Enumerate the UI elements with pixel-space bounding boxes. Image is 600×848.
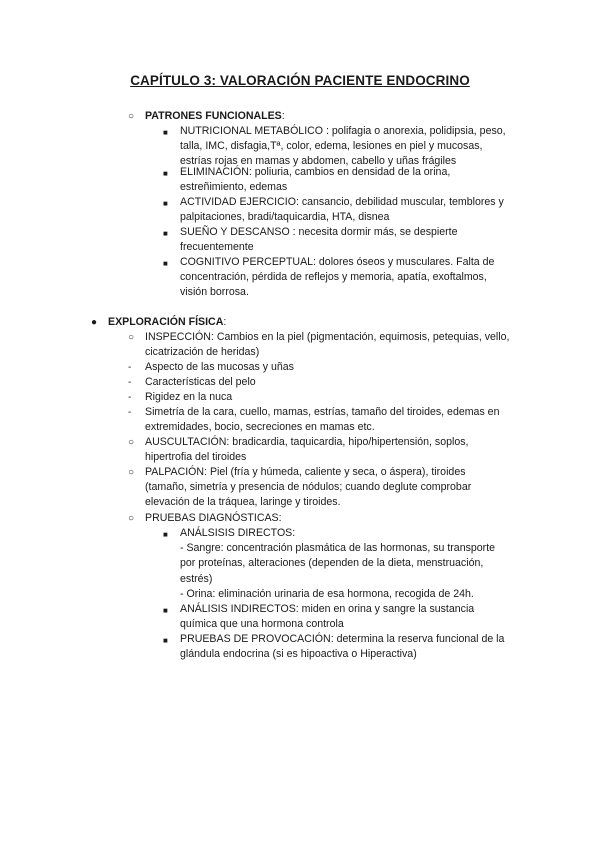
text-line: (tamaño, simetría y presencia de nódulos; cuando deglute comprobar — [145, 481, 472, 494]
pruebas-provocacion-item — [180, 632, 504, 662]
dash-bullet: - — [128, 392, 132, 403]
dash-item-pelo — [145, 375, 256, 390]
text-line: PALPACIÓN: Piel (fría y húmeda, caliente y seca, o áspera), tiroides — [145, 466, 466, 478]
text-line: visión borrosa. — [180, 286, 249, 299]
square-bullet-icon: ■ — [163, 128, 168, 137]
patrones-heading — [145, 109, 285, 124]
text-line: SUEÑO Y DESCANSO : necesita dormir más, se despierte — [180, 226, 458, 238]
exploracion-heading — [108, 315, 226, 330]
text-line: ANÁLSISIS DIRECTOS: — [180, 527, 296, 539]
text-line: Características del pelo — [145, 376, 256, 388]
page-title: CAPÍTULO 3: VALORACIÓN PACIENTE ENDOCRINO — [130, 73, 470, 88]
square-bullet-icon: ■ — [163, 530, 168, 539]
text-line: talla, IMC, disfagia,Tª, color, edema, lesiones en piel y mucosas, — [180, 140, 483, 153]
square-bullet-icon: ■ — [163, 259, 168, 268]
text-line: ANÁLISIS INDIRECTOS: miden en orina y sangre la sustancia — [180, 603, 475, 615]
text-line: - Sangre: concentración plasmática de las hormonas, su transporte — [180, 542, 496, 555]
text-line: estrés) — [180, 572, 213, 585]
text-line: COGNITIVO PERCEPTUAL: dolores óseos y musculares. Falta de — [180, 256, 495, 268]
circle-bullet-icon: ○ — [128, 437, 135, 448]
patron-item-actividad — [180, 195, 504, 225]
text-line: - Orina: eliminación urinaria de esa hormona, recogida de 24h. — [180, 587, 474, 600]
text-line: glándula endocrina (si es hipoactiva o Hiperactiva) — [180, 648, 417, 661]
patron-item-sueno — [180, 225, 458, 255]
patron-item-nutricional — [180, 124, 506, 170]
filled-bullet-icon: ● — [91, 317, 98, 328]
text-line: estreñimiento, edemas — [180, 181, 288, 194]
text-line: elevación de la tráquea, laringe y tiroides. — [145, 496, 341, 509]
text-line: por proteínas, alteraciones (dependen de la dieta, menstruación, — [180, 557, 484, 570]
text-line: ACTIVIDAD EJERCICIO: cansancio, debilidad muscular, temblores y — [180, 196, 504, 208]
dash-bullet: - — [128, 362, 132, 373]
patron-item-cognitivo — [180, 255, 494, 301]
text-line: química que una hormona controla — [180, 618, 344, 631]
text-line: Simetría de la cara, cuello, mamas, estrías, tamaño del tiroides, edemas en — [145, 406, 500, 418]
inspeccion-item — [145, 330, 509, 360]
text-line: frecuentemente — [180, 241, 254, 254]
analisis-directos-item — [180, 526, 495, 602]
patron-item-eliminacion — [180, 165, 450, 195]
palpacion-item — [145, 465, 471, 511]
circle-bullet-icon: ○ — [128, 513, 135, 524]
patrones-heading-text: PATRONES FUNCIONALES — [145, 110, 282, 122]
dash-bullet: - — [128, 407, 132, 418]
text-line: INSPECCIÓN: Cambios en la piel (pigmentación, equimosis, petequias, vello, — [145, 331, 510, 343]
text-line: palpitaciones, bradi/taquicardia, HTA, disnea — [180, 211, 390, 224]
dash-item-simetria — [145, 405, 499, 435]
pruebas-heading: PRUEBAS DIAGNÓSTICAS: — [145, 512, 282, 524]
patrones-colon: : — [281, 110, 285, 122]
text-line: Rigidez en la nuca — [145, 391, 233, 403]
dash-item-mucosas — [145, 360, 294, 375]
text-line: estrías rojas en mamas y abdomen, cabello y uñas frágiles — [180, 155, 457, 168]
text-line: hipertrofia del tiroides — [145, 451, 247, 464]
circle-bullet-icon: ○ — [128, 111, 135, 122]
text-line: PRUEBAS DE PROVOCACIÓN: determina la reserva funcional de la — [180, 633, 505, 645]
circle-bullet-icon: ○ — [128, 332, 135, 343]
text-line: NUTRICIONAL METABÓLICO : polifagia o anorexia, polidipsia, peso, — [180, 125, 506, 137]
text-line: extremidades, bocio, secreciones en mamas etc. — [145, 421, 375, 434]
square-bullet-icon: ■ — [163, 606, 168, 615]
square-bullet-icon: ■ — [163, 199, 168, 208]
text-line: Aspecto de las mucosas y uñas — [145, 361, 294, 373]
text-line: concentración, pérdida de reflejos y memoria, apatía, exoftalmos, — [180, 271, 487, 284]
square-bullet-icon: ■ — [163, 169, 168, 178]
text-line: AUSCULTACIÓN: bradicardia, taquicardia, hipo/hipertensión, soplos, — [145, 436, 469, 448]
square-bullet-icon: ■ — [163, 636, 168, 645]
text-line: ELIMINACIÓN: poliuria, cambios en densidad de la orina, — [180, 166, 451, 178]
auscultacion-item — [145, 435, 468, 465]
exploracion-colon: : — [223, 316, 227, 328]
square-bullet-icon: ■ — [163, 229, 168, 238]
exploracion-heading-text: EXPLORACIÓN FÍSICA — [108, 316, 224, 328]
dash-bullet: - — [128, 377, 132, 388]
text-line: cicatrización de heridas) — [145, 346, 260, 359]
dash-item-nuca — [145, 390, 232, 405]
analisis-indirectos-item — [180, 602, 474, 632]
circle-bullet-icon: ○ — [128, 467, 135, 478]
